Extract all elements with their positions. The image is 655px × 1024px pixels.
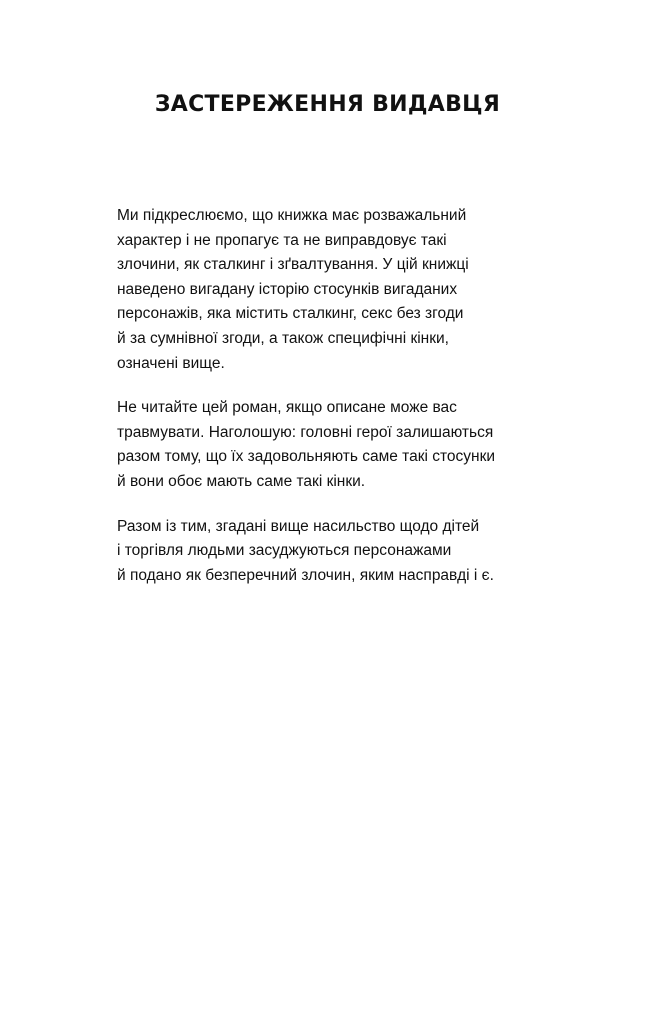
text-line: травмувати. Наголошую: головні герої залишаються — [117, 423, 494, 441]
text-line: наведено вигадану історію стосунків вигаданих — [117, 280, 458, 298]
text-line: і торгівля людьми засуджуються персонажами — [117, 542, 452, 560]
text-line: персонажів, яка містить сталкинг, секс без згоди — [117, 305, 464, 323]
text-line: злочини, як сталкинг і зґвалтування. У цій книжці — [117, 256, 469, 274]
text-line: Не читайте цей роман, якщо описане може вас — [117, 399, 457, 417]
text-line: й за сумнівної згоди, а також специфічні кінки, — [117, 329, 449, 347]
disclaimer-body — [117, 204, 557, 608]
paragraph-2 — [117, 396, 557, 494]
page-title: ЗАСТЕРЕЖЕННЯ ВИДАВЦЯ — [154, 92, 501, 117]
text-line: разом тому, що їх задовольняють саме такі стосунки — [117, 448, 496, 466]
text-line: означені вище. — [117, 354, 225, 372]
text-line: характер і не пропагує та не виправдовує такі — [117, 231, 447, 249]
paragraph-1 — [117, 204, 557, 376]
text-line: Разом із тим, згадані вище насильство щодо дітей — [117, 517, 480, 535]
text-line: Ми підкреслюємо, що книжка має розважальний — [117, 207, 467, 224]
text-line: й вони обоє мають саме такі кінки. — [117, 472, 366, 490]
paragraph-3 — [117, 515, 557, 589]
text-line: й подано як безперечний злочин, яким насправді і є. — [117, 566, 494, 584]
